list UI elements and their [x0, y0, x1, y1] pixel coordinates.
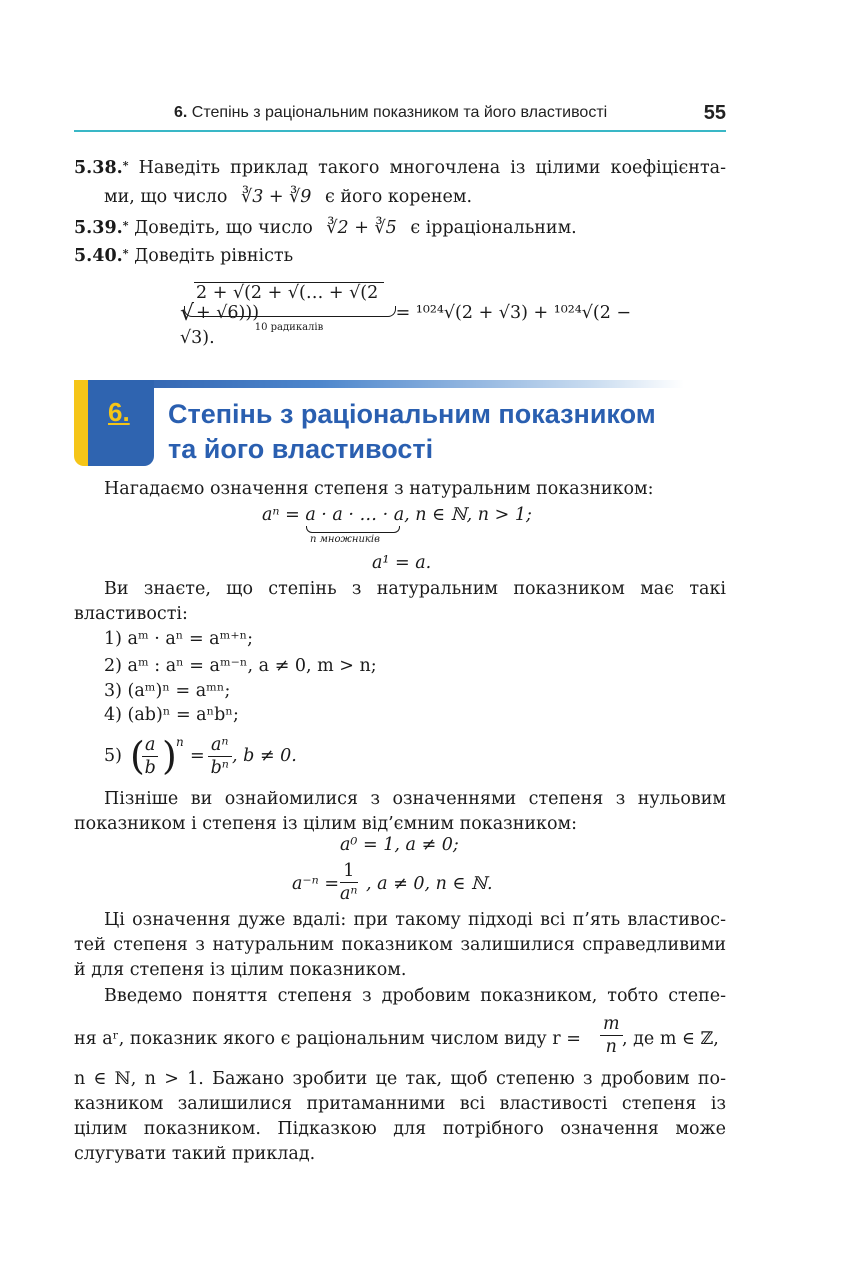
paragraph-line: Ви знаєте, що степінь з натуральним показником має такі — [104, 579, 726, 599]
running-header — [74, 100, 726, 132]
paragraph-line: цілим показником. Підказкою для потрібного означення може — [74, 1119, 726, 1139]
right-paren: ) — [162, 734, 177, 778]
exercise-text: ми, що число — [104, 187, 228, 207]
exercise-5-38 — [74, 156, 726, 210]
heading-gradient-bar — [74, 380, 684, 388]
property-item: 1) aᵐ · aⁿ = aᵐ⁺ⁿ; — [104, 629, 254, 649]
math-expression: ∛2 + ∛5 — [326, 218, 397, 238]
equation-rhs: = ¹⁰²⁴√(2 + √3) + ¹⁰²⁴√(2 − √3). — [180, 303, 632, 348]
header-title — [174, 104, 607, 122]
definition-formula: a⁰ = 1, a ≠ 0; — [340, 835, 459, 855]
exercise-text: Наведіть приклад такого многочлена із цілими коефіцієнта- — [138, 158, 726, 178]
underbrace — [306, 526, 400, 533]
star-mark: * — [122, 159, 129, 172]
section-number-box — [88, 380, 154, 466]
paragraph-line: властивості: — [74, 604, 188, 624]
paragraph-line: й для степеня із цілим показником. — [74, 960, 407, 980]
exercise-5-39 — [74, 216, 726, 241]
math-expression: ∛3 + ∛9 — [241, 187, 312, 207]
section-title-line: Степінь з раціональним показником — [168, 399, 656, 429]
condition: , b ≠ 0. — [232, 746, 297, 766]
section-title — [168, 397, 656, 467]
fraction-numerator: aⁿ — [208, 734, 232, 757]
fraction — [142, 734, 158, 779]
exercise-number: 5.39. — [74, 218, 123, 238]
exercise-text: є його коренем. — [324, 187, 473, 207]
exercise-text: Доведіть рівність — [134, 246, 294, 266]
fraction-denominator: aⁿ — [340, 884, 358, 904]
equals-sign: = — [190, 746, 205, 766]
header-chapter-title: Степінь з раціональним показником та його властивості — [191, 104, 608, 121]
fraction — [600, 1013, 623, 1058]
paragraph-text: ня aʳ, показник якого є раціональним числом виду r = — [74, 1029, 581, 1049]
definition-formula: aⁿ = a · a · … · a, n ∈ ℕ, n > 1; — [262, 505, 532, 525]
fraction-numerator: m — [600, 1013, 623, 1036]
star-mark: * — [122, 219, 129, 232]
fraction-numerator: a — [142, 734, 158, 757]
paragraph-line: n ∈ ℕ, n > 1. Бажано зробити це так, щоб степеню з дробовим по- — [74, 1069, 726, 1089]
paragraph-line: показником і степеня із цілим від’ємним показником: — [74, 814, 578, 834]
property-item: 4) (ab)ⁿ = aⁿbⁿ; — [104, 705, 239, 725]
item-label: 5) — [104, 746, 122, 766]
page-number: 55 — [703, 102, 726, 124]
fraction — [340, 860, 358, 905]
property-item: 2) aᵐ : aⁿ = aᵐ⁻ⁿ, a ≠ 0, m > n; — [104, 656, 377, 676]
left-paren: ( — [130, 734, 145, 778]
paragraph-line: Ці означення дуже вдалі: при такому підході всі п’ять властивос- — [104, 910, 726, 930]
exercise-number: 5.40. — [74, 246, 123, 266]
condition: , a ≠ 0, n ∈ ℕ. — [366, 874, 493, 894]
paragraph-line: Пізніше ви ознайомилися з означеннями степеня з нульовим — [104, 789, 726, 809]
property-item-5 — [104, 730, 404, 786]
fraction-numerator: 1 — [340, 860, 358, 883]
paragraph-line: Введемо поняття степеня з дробовим показником, тобто степе- — [104, 986, 726, 1006]
definition-formula: a¹ = a. — [372, 553, 432, 573]
paragraph-line-with-fraction — [74, 1009, 726, 1063]
paragraph — [74, 908, 726, 983]
section-title-line: та його властивості — [168, 434, 434, 464]
paragraph-text: , де m ∈ ℤ, — [622, 1029, 719, 1049]
fraction-denominator: n — [605, 1037, 617, 1057]
nested-radical-equation — [180, 282, 640, 348]
paragraph-line: слугувати такий приклад. — [74, 1144, 316, 1164]
fraction — [208, 734, 232, 779]
paragraph — [74, 577, 726, 627]
exercise-text: є ірраціональним. — [410, 218, 577, 238]
definition-formula-negative — [292, 858, 532, 908]
paragraph — [74, 787, 726, 837]
underbrace — [184, 306, 396, 317]
section-number: 6. — [108, 397, 130, 427]
paragraph: Нагадаємо означення степеня з натуральним показником: — [104, 479, 654, 499]
property-item: 3) (aᵐ)ⁿ = aᵐⁿ; — [104, 681, 231, 701]
exercise-number: 5.38. — [74, 158, 123, 178]
underbrace-note: n множників — [310, 534, 380, 545]
star-mark: * — [122, 247, 129, 260]
exponent: n — [176, 735, 184, 749]
formula-lhs: a⁻ⁿ = — [292, 874, 339, 894]
fraction-denominator: bⁿ — [210, 758, 229, 778]
paragraph-line: казником залишилися притаманними всі властивості степеня із — [74, 1094, 726, 1114]
paragraph — [74, 984, 726, 1167]
radical-sign: √ — [180, 301, 195, 326]
exercise-5-40 — [74, 244, 726, 269]
underbrace-note: 10 радикалів — [254, 322, 324, 333]
paragraph-line: тей степеня з натуральним показником залишилися справедливими — [74, 935, 726, 955]
header-chapter-number: 6. — [174, 104, 188, 121]
nested-radical-lhs: 2 + √(2 + √(… + √(2 + √6))) — [194, 282, 384, 323]
fraction-denominator: b — [144, 758, 156, 778]
exercise-text: Доведіть, що число — [134, 218, 313, 238]
